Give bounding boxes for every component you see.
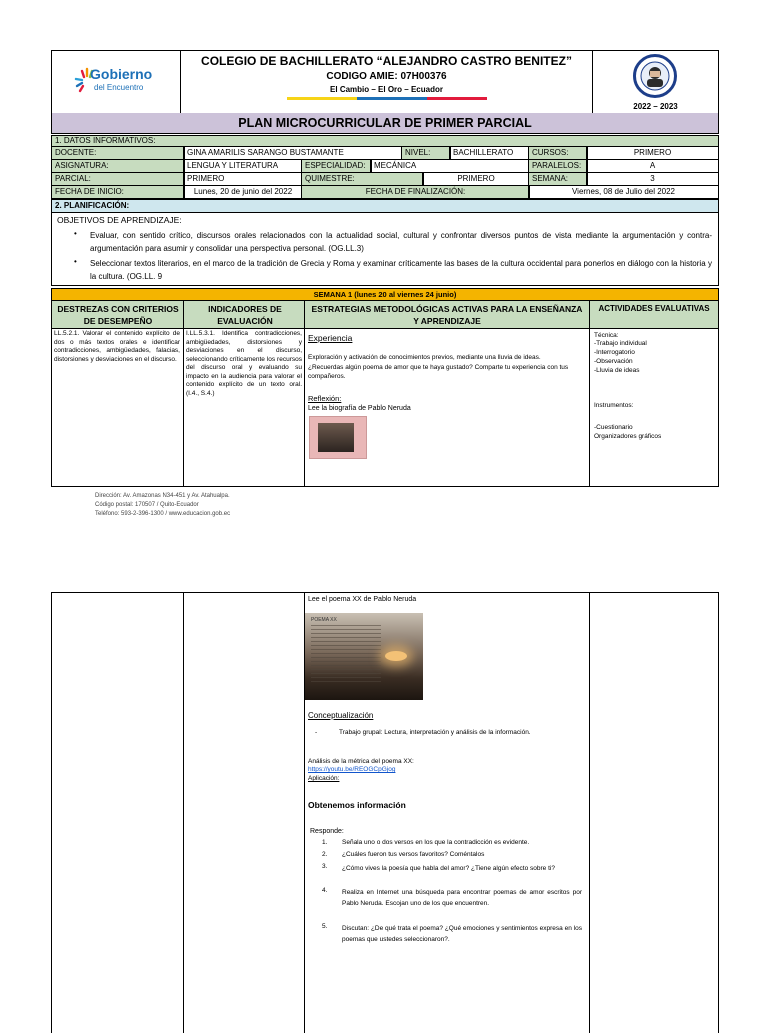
docente-value: GINA AMARILIS SARANGO BUSTAMANTE <box>183 146 403 160</box>
quimestre-value: PRIMERO <box>422 172 530 186</box>
footer-address: Dirección: Av. Amazonas N34-451 y Av. Atahualpa. <box>95 493 230 499</box>
page2-table: Lee el poema XX de Pablo Neruda POEMA XX Conceptualización - Trabajo grupal: Lectura, interpretación y análisis de la información. Análisis de la métrica del poema XX: https://youtu.be/REOGCpGjog Aplicación: Obtenemos información Responde: 1. Señala uno o dos versos en los que la contradicción es evidente. 2. ¿Cuáles fueron tus versos favoritos? Coméntalos 3. ¿Cómo vives la poesía que habla del amor? ¿Tiene algún efecto sobre ti? 4. Realiza en Internet una búsqueda para encontrar poemas de amor escritos por Pablo Neruda. Escojan uno de los que encuentren. 5. Discutan: ¿De qué trata el poema? ¿Qué emociones y sentimientos expresa en los poemas que ustedes seleccionaron?. <box>51 592 719 1033</box>
objetivos-title: OBJETIVOS DE APRENDIZAJE: <box>57 215 182 225</box>
semana-value: 3 <box>586 172 719 186</box>
school-name: COLEGIO DE BACHILLERATO “ALEJANDRO CASTRO BENITEZ” <box>201 54 572 68</box>
plan-title: PLAN MICROCURRICULAR DE PRIMER PARCIAL <box>51 113 719 134</box>
question-3: ¿Cómo vives la poesía que habla del amor? ¿Tiene algún efecto sobre ti? <box>342 865 555 872</box>
col-indicadores: INDICADORES DE EVALUACIÓN <box>208 304 282 326</box>
school-year: 2022 – 2023 <box>633 102 678 111</box>
parcial-value: PRIMERO <box>183 172 303 186</box>
trabajo-grupal: Trabajo grupal: Lectura, interpretación y análisis de la información. <box>339 729 531 736</box>
objetivo-2: Seleccionar textos literarios, en el marco de la tradición de Grecia y Roma y examinar críticamente las bases de la cultura occidental para ponerlos en diálogo con la historia y la cultura. (OG.LL. 9 <box>90 259 712 281</box>
responde: Responde: <box>310 828 344 835</box>
header-box <box>51 50 719 115</box>
logo-subtitle: del Encuentro <box>94 83 144 92</box>
semana-title: SEMANA 1 (lunes 20 al viernes 24 junio) <box>51 288 719 301</box>
nivel-label: NIVEL: <box>401 146 451 160</box>
youtube-link[interactable]: https://youtu.be/REOGCpGjog <box>308 766 396 773</box>
seal-icon <box>633 54 677 98</box>
tecnica-3: -Observación <box>594 358 633 365</box>
parcial-label: PARCIAL: <box>51 172 185 186</box>
gobierno-logo <box>72 65 172 101</box>
main-table <box>51 300 719 487</box>
col-estrategias: ESTRATEGIAS METODOLÓGICAS ACTIVAS PARA LA ENSEÑANZA Y APRENDIZAJE <box>311 304 583 326</box>
experiencia-text-2: ¿Recuerdas algún poema de amor que te haya gustado? Comparte tu experiencia con tus compañeros. <box>308 364 569 380</box>
docente-label: DOCENTE: <box>51 146 185 160</box>
objetivo-1: Evaluar, con sentido crítico, discursos orales relacionados con la actualidad social, cultural y confrontar diversos puntos de vista mediante la argumentación y contra-argumentación para asumir y consolidar una perspectiva personal. (OG.LL.3) <box>90 231 712 253</box>
poem-image-label: POEMA XX <box>311 617 337 623</box>
datos-section-title: 1. DATOS INFORMATIVOS: <box>51 135 719 147</box>
aplicacion-heading: Aplicación: <box>308 775 340 782</box>
tecnica-1: -Trabajo individual <box>594 340 647 347</box>
instrumento-1: -Cuestionario <box>594 424 633 431</box>
cursos-label: CURSOS: <box>528 146 588 160</box>
question-4: Realiza en Internet una búsqueda para encontrar poemas de amor escritos por Pablo Neruda. Escojan uno de los que encuentren. <box>342 889 582 907</box>
asignatura-label: ASIGNATURA: <box>51 159 185 173</box>
tecnica-4: -Lluvia de ideas <box>594 367 640 374</box>
experiencia-heading: Experiencia <box>308 333 353 343</box>
footer-phone: Teléfono: 593-2-396-1300 / www.educacion.gob.ec <box>95 511 231 517</box>
reflexion-heading: Reflexión: <box>308 394 342 403</box>
footer-postal: Código postal: 170507 / Quito-Ecuador <box>95 502 199 508</box>
asignatura-value: LENGUA Y LITERATURA <box>183 159 303 173</box>
analisis-metrica: Análisis de la métrica del poema XX: <box>308 758 414 765</box>
paralelos-value: A <box>586 159 719 173</box>
fin-label: FECHA DE FINALIZACIÓN: <box>301 185 530 199</box>
tecnica-2: -Interrogatorio <box>594 349 635 356</box>
instrumentos-title: Instrumentos: <box>594 402 634 409</box>
fin-value: Viernes, 08 de Julio del 2022 <box>528 185 719 199</box>
reflexion-text: Lee la biografía de Pablo Neruda <box>308 405 411 412</box>
experiencia-text-1: Exploración y activación de conocimientos previos, mediante una lluvia de ideas. <box>308 354 541 361</box>
question-2: ¿Cuáles fueron tus versos favoritos? Coméntalos <box>342 851 485 858</box>
cursos-value: PRIMERO <box>586 146 719 160</box>
school-location: El Cambio – El Oro – Ecuador <box>330 85 443 94</box>
logo-title: Gobierno <box>90 66 153 82</box>
question-1: Señala uno o dos versos en los que la contradicción es evidente. <box>342 839 530 846</box>
indicador-text: I.LL.5.3.1. Identifica contradicciones, ambigüedades, distorsiones y desviaciones en el discurso, seleccionando críticamente los recursos del discurso oral y evaluando su impacto en la audiencia para valorar el contenido explícito de un texto oral. (I.4., S.4.) <box>186 330 302 397</box>
question-5: Discutan: ¿De qué trata el poema? ¿Qué emociones y sentimientos expresa en los poemas que ustedes seleccionaron?. <box>342 925 582 943</box>
col-destrezas: DESTREZAS CON CRITERIOS DE DESEMPEÑO <box>57 304 179 326</box>
semana-label: SEMANA: <box>528 172 588 186</box>
obtenemos-info: Obtenemos información <box>308 800 406 810</box>
instrumento-2: Organizadores gráficos <box>594 433 662 440</box>
paralelos-label: PARALELOS: <box>528 159 588 173</box>
destreza-text: LL.5.2.1. Valorar el contenido explícito de dos o más textos orales e identificar contradicciones, ambigüedades, falacias, distorsiones y desviaciones en el discurso. <box>54 330 180 363</box>
tecnica-title: Técnica: <box>594 332 619 339</box>
flag-stripe <box>287 97 487 100</box>
quimestre-label: QUIMESTRE: <box>301 172 424 186</box>
amie-code: CODIGO AMIE: 07H00376 <box>326 71 447 82</box>
school-seal <box>633 54 677 98</box>
datos-grid <box>51 146 718 200</box>
especialidad-label: ESPECIALIDAD: <box>301 159 372 173</box>
poem-image <box>305 613 423 700</box>
nivel-value: BACHILLERATO <box>449 146 530 160</box>
inicio-value: Lunes, 20 de junio del 2022 <box>183 185 303 199</box>
planificacion-section-title: 2. PLANIFICACIÓN: <box>51 199 719 213</box>
conceptualizacion-heading: Conceptualización <box>308 711 374 720</box>
col-actividades: ACTIVIDADES EVALUATIVAS <box>598 304 710 313</box>
lee-poema: Lee el poema XX de Pablo Neruda <box>308 596 417 603</box>
especialidad-value: MECÁNICA <box>370 159 530 173</box>
objetivos-box: OBJETIVOS DE APRENDIZAJE: • Evaluar, con sentido crítico, discursos orales relacionados con la actualidad social, cultural y confrontar diversos puntos de vista mediante la argumentación y contra-argumentación para asumir y consolidar una perspectiva personal. (OG.LL.3) • Seleccionar textos literarios, en el marco de la tradición de Grecia y Roma y examinar críticamente las bases de la cultura occidental para ponerlos en diálogo con la historia y la cultura. (OG.LL. 9 <box>51 212 719 286</box>
neruda-photo <box>309 416 367 459</box>
inicio-label: FECHA DE INICIO: <box>51 185 185 199</box>
